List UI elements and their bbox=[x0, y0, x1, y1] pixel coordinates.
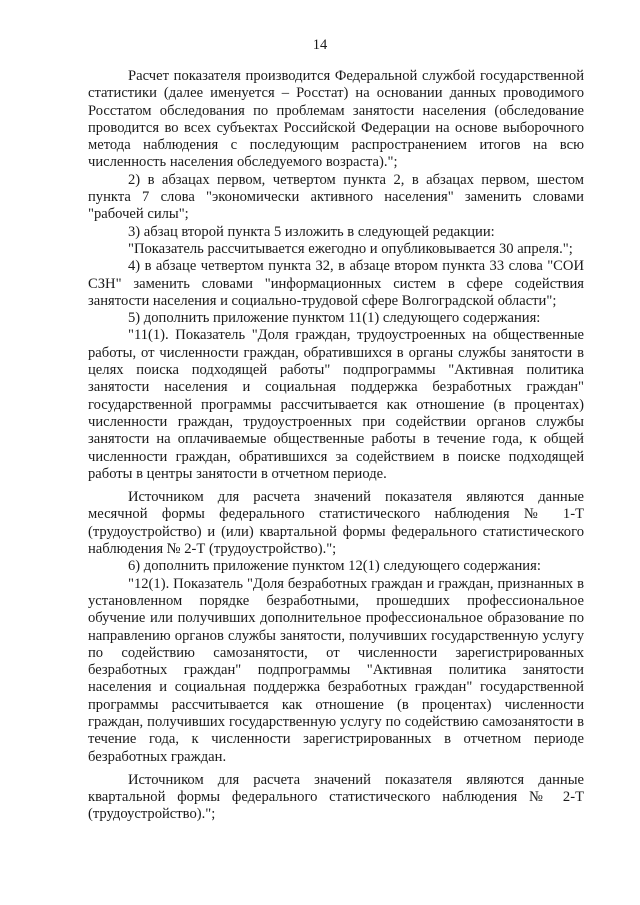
paragraph-item-6: 6) дополнить приложение пунктом 12(1) следующего содержания: bbox=[128, 558, 541, 575]
paragraph-item-5: 5) дополнить приложение пунктом 11(1) следующего содержания: bbox=[128, 310, 541, 327]
paragraph-item-3: 3) абзац второй пункта 5 изложить в следующей редакции: bbox=[128, 223, 495, 240]
paragraph-item-4: 4) в абзаце четвертом пункта 32, в абзаце втором пункта 33 слова "СОИ СЗН" заменить словами "информационных систем в сфере содействия занятости населения и социально-трудовой сфере Волгоградской области"; bbox=[88, 258, 584, 309]
paragraph-item-3-text: "Показатель рассчитывается ежегодно и опубликовывается 30 апреля."; bbox=[128, 240, 573, 257]
paragraph-indicator-11-1: "11(1). Показатель "Доля граждан, трудоустроенных на общественные работы, от численности граждан, обратившихся в органы службы занятости в целях поиска подходящей работы" подпрограммы "Активная политика занятости населения и социальная поддержка безработных граждан" государственной программы рассчитывается как отношение (в процентах) численности граждан, трудоустроенных при содействии органов службы занятости на оплачиваемые общественные работы в течение года, к общей численности граждан, обратившихся за содействием в поиске подходящей работы в центры занятости в отчетном периоде. bbox=[88, 327, 584, 482]
paragraph-source-12-1: Источником для расчета значений показателя являются данные квартальной формы федерального статистического наблюдения № 2-Т (трудоустройство)."; bbox=[88, 771, 584, 823]
paragraph-source-11-1: Источником для расчета значений показателя являются данные месячной формы федерального статистического наблюдения № 1-Т (трудоустройство) и (или) квартальной формы федерального статистического наблюдения № 2-Т (трудоустройство)."; bbox=[88, 489, 584, 558]
paragraph-rosstat-method: Расчет показателя производится Федеральной службой государственной статистики (далее именуется – Росстат) на основании данных проводимого Росстатом обследования по проблемам занятости населения (обследование проводится во всех субъектах Российской Федерации на основе выборочного метода наблюдения с последующим распространением итогов на всю численность населения обследуемого возраста)."; bbox=[88, 68, 584, 171]
page-number: 14 bbox=[312, 37, 328, 53]
paragraph-item-2: 2) в абзацах первом, четвертом пункта 2, в абзацах первом, шестом пункта 7 слова "экономически активного населения" заменить словами "рабочей силы"; bbox=[88, 171, 584, 223]
paragraph-indicator-12-1: "12(1). Показатель "Доля безработных граждан и граждан, признанных в установленном порядке безработными, прошедших профессиональное обучение или получивших дополнительное профессиональное образование по направлению органов службы занятости, получивших государственную услугу по содействию самозанятости, от численности зарегистрированных безработных граждан" подпрограммы "Активная политика занятости населения и социальная поддержка безработных граждан" государственной программы рассчитывается как отношение (в процентах) численности граждан, получивших государственную услугу по содействию самозанятости в течение года, к численности зарегистрированных в отчетном периоде безработных граждан. bbox=[88, 575, 584, 765]
document-body bbox=[88, 68, 584, 824]
